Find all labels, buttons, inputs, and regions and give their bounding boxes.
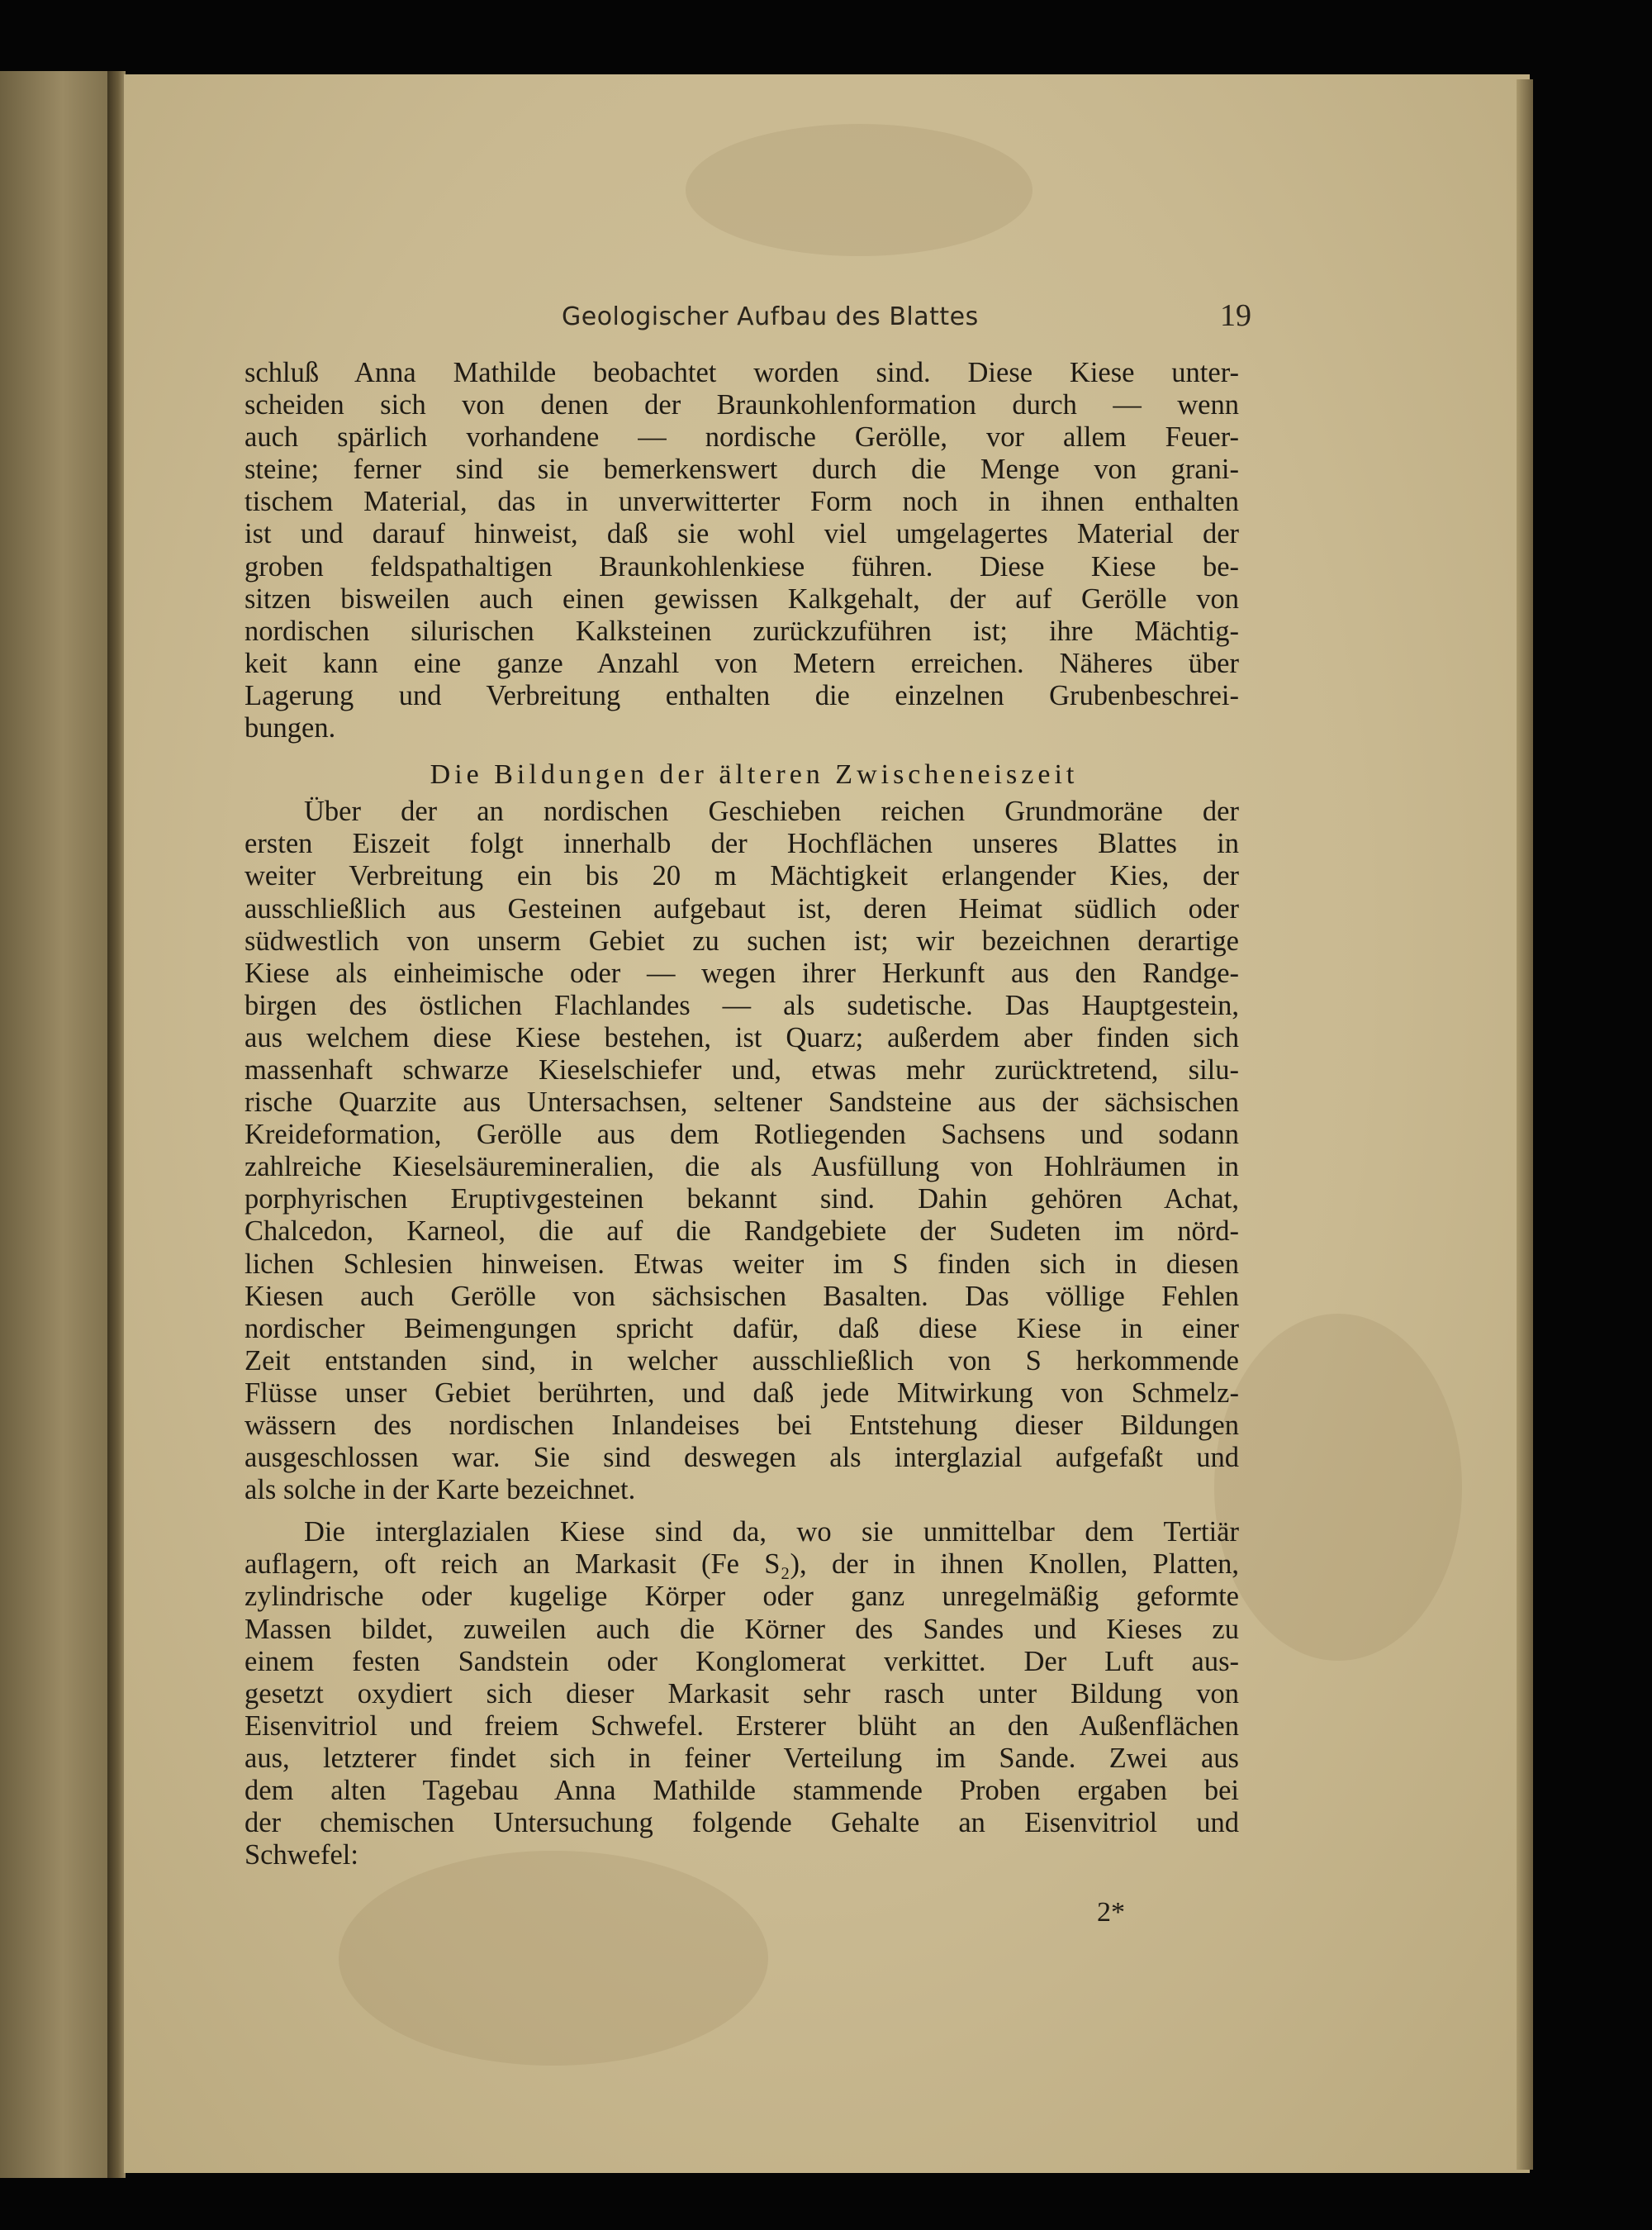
text-line: groben feldspathaltigen Braunkohlenkiese führen. Diese Kiese be- [244,550,1239,582]
text-line: nordischer Beimengungen spricht dafür, daß diese Kiese in einer [244,1312,1239,1344]
text-line: aus welchem diese Kiese bestehen, ist Quarz; außerdem aber finden sich [244,1021,1239,1053]
text-line: massenhaft schwarze Kieselschiefer und, etwas mehr zurücktretend, silu- [244,1053,1239,1086]
text-line: ist und darauf hinweist, daß sie wohl viel umgelagertes Material der [244,518,1239,550]
text-line: tischem Material, das in unverwitterter Form noch in ihnen enthalten [244,486,1239,518]
text-line: Kiesen auch Gerölle von sächsischen Basalten. Das völlige Fehlen [244,1280,1239,1312]
text-line: ausschließlich aus Gesteinen aufgebaut ist, deren Heimat südlich oder [244,892,1239,925]
text-line: birgen des östlichen Flachlandes — als sudetische. Das Hauptgestein, [244,989,1239,1021]
running-head: Geologischer Aufbau des Blattes [562,302,979,331]
text-line: Eisenvitriol und freiem Schwefel. Ersterer blüht an den Außenflächen [244,1709,1239,1742]
text-line: wässern des nordischen Inlandeises bei Entstehung dieser Bildungen [244,1410,1239,1441]
text-line: lichen Schlesien hinweisen. Etwas weiter im S finden sich in diesen [244,1248,1239,1280]
text-line: steine; ferner sind sie bemerkenswert durch die Menge von grani- [244,454,1239,486]
book-gutter [107,71,126,2178]
text-line: schluß Anna Mathilde beobachtet worden sind. Diese Kiese unter- [244,357,1239,388]
text-line: südwestlich von unserm Gebiet zu suchen ist; wir bezeichnen derartige [244,925,1239,957]
text-line: scheiden sich von denen der Braunkohlenformation durch — wenn [244,389,1239,421]
facing-page-edge [0,71,114,2178]
text-line: zahlreiche Kieselsäuremineralien, die als Ausfüllung von Hohlräumen in [244,1151,1239,1183]
text-line: der chemischen Untersuchung folgende Gehalte an Eisenvitriol und [244,1807,1239,1839]
text-line: Zeit entstanden sind, in welcher ausschließlich von S herkommende [244,1344,1239,1377]
text-line: ersten Eiszeit folgt innerhalb der Hochflächen unseres Blattes in [244,828,1239,860]
paragraph-3 [244,1516,1239,1871]
text-line: aus, letzterer findet sich in feiner Verteilung im Sande. Zwei aus [244,1742,1239,1774]
text-line: weiter Verbreitung ein bis 20 m Mächtigkeit erlangender Kies, der [244,860,1239,892]
text-line: Die interglazialen Kiese sind da, wo sie unmittelbar dem Tertiär [304,1516,1239,1548]
text-line: Massen bildet, zuweilen auch die Körner des Sandes und Kieses zu [244,1613,1239,1645]
signature-mark: 2* [1097,1897,1125,1928]
text-line: Kiese als einheimische oder — wegen ihrer Herkunft aus den Randge- [244,957,1239,989]
text-line: rische Quarzite aus Untersachsen, seltener Sandsteine aus der sächsischen [244,1086,1239,1119]
text-line: zylindrische oder kugelige Körper oder ganz unregelmäßig geformte [244,1581,1239,1613]
text-line: auch spärlich vorhandene — nordische Gerölle, vor allem Feuer- [244,421,1239,454]
page-number: 19 [1220,298,1251,333]
text-line: als solche in der Karte bezeichnet. [244,1474,636,1506]
paragraph-2 [244,796,1239,1506]
text-line: keit kann eine ganze Anzahl von Metern erreichen. Näheres über [244,647,1239,679]
text-line: ausgeschlossen war. Sie sind deswegen als interglazial aufgefaßt und [244,1442,1239,1474]
text-line: dem alten Tagebau Anna Mathilde stammende Proben ergaben bei [244,1775,1239,1807]
text-line: auflagern, oft reich an Markasit (Fe S₂), der in ihnen Knollen, Platten, [244,1548,1239,1581]
text-line: Über der an nordischen Geschieben reichen Grundmoräne der [304,796,1239,828]
text-line: einem festen Sandstein oder Konglomerat verkittet. Der Luft aus- [244,1645,1239,1677]
page-header [248,299,1251,335]
text-line: nordischen silurischen Kalksteinen zurückzuführen ist; ihre Mächtig- [244,615,1239,647]
text-line: porphyrischen Eruptivgesteinen bekannt sind. Dahin gehören Achat, [244,1183,1239,1215]
text-line: Schwefel: [244,1839,358,1871]
text-line: sitzen bisweilen auch einen gewissen Kalkgehalt, der auf Gerölle von [244,582,1239,615]
text-line: Flüsse unser Gebiet berührten, und daß jede Mitwirkung von Schmelz- [244,1377,1239,1409]
body-text [244,357,1239,1871]
text-line: gesetzt oxydiert sich dieser Markasit sehr rasch unter Bildung von [244,1677,1239,1709]
text-line: Lagerung und Verbreitung enthalten die einzelnen Grubenbeschrei- [244,679,1239,711]
page-right-edge [1517,79,1533,2170]
text-line: Chalcedon, Karneol, die auf die Randgebiete der Sudeten im nörd- [244,1215,1239,1248]
text-line: Kreideformation, Gerölle aus dem Rotliegenden Sachsens und sodann [244,1119,1239,1151]
section-heading: Die Bildungen der älteren Zwischeneiszeit [430,759,1079,791]
paragraph-1 [244,357,1239,744]
text-line: bungen. [244,712,336,744]
